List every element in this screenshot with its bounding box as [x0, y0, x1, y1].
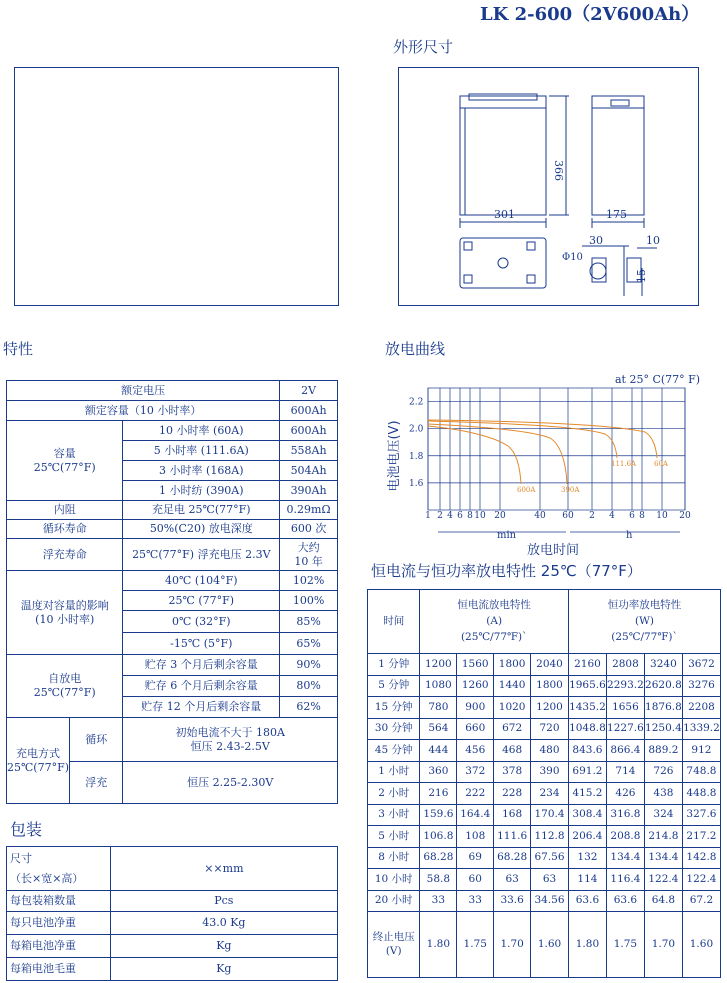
discharge-curve-heading: 放电曲线: [385, 340, 446, 358]
discharge-value: 1435.2: [568, 697, 606, 719]
package-size-value: ××mm: [110, 847, 337, 891]
discharge-value: 2160: [568, 654, 606, 676]
discharge-value: 308.4: [568, 804, 606, 826]
capacity-value: 390Ah: [280, 481, 338, 501]
end-voltage-value: 1.80: [568, 912, 606, 978]
box-gross-weight-label: 每箱电池毛重: [7, 958, 111, 981]
discharge-value: 415.2: [568, 783, 606, 805]
side-view: [592, 96, 644, 215]
x-tick-label: 2: [437, 511, 443, 521]
package-qty-value: Pcs: [110, 891, 337, 912]
discharge-value: 122.4: [682, 869, 720, 891]
resistance-condition: 充足电 25℃(77°F): [123, 501, 280, 520]
y-axis-label: 电池电压(V): [387, 420, 402, 492]
discharge-value: 1800: [531, 675, 569, 697]
temp-condition: 0℃ (32°F): [123, 611, 280, 633]
self-discharge-label: 自放电: [48, 672, 82, 686]
unit-weight-label: 每只电池净重: [7, 912, 111, 935]
temp-value: 100%: [280, 591, 338, 611]
discharge-value: 116.4: [606, 869, 644, 891]
y-tick-label: 2.2: [409, 397, 424, 408]
discharge-value: 108: [457, 826, 494, 848]
series-label-111a: 111.6A: [611, 460, 637, 468]
discharge-value: 3672: [682, 654, 720, 676]
discharge-value: 159.6: [420, 804, 457, 826]
discharge-value: 480: [531, 740, 569, 762]
discharge-value: 3240: [644, 654, 682, 676]
float-life-label: 浮充寿命: [7, 539, 123, 571]
dimension-drawing: [399, 68, 698, 305]
top-view: [460, 238, 546, 288]
discharge-value: 67.2: [682, 890, 720, 912]
discharge-value: 63: [531, 869, 569, 891]
cp-temp: (25℃/77℉)`: [611, 631, 678, 644]
discharge-value: 564: [420, 718, 457, 740]
package-qty-label: 每包装箱数量: [7, 891, 111, 912]
dimensions-heading: 外形尺寸: [393, 38, 454, 56]
self-discharge-temp: 25℃(77°F): [33, 686, 96, 699]
discharge-value: 2293.2: [606, 675, 644, 697]
discharge-value: 456: [457, 740, 494, 762]
discharge-value: 327.6: [682, 804, 720, 826]
discharge-value: 448.8: [682, 783, 720, 805]
discharge-value: 33.6: [494, 890, 531, 912]
box-net-weight-value: Kg: [110, 935, 337, 958]
discharge-value: 378: [494, 761, 531, 783]
discharge-value: 68.28: [420, 847, 457, 869]
x-tick-label: 6: [629, 511, 635, 521]
end-voltage-value: 1.75: [457, 912, 494, 978]
discharge-row: [368, 869, 721, 891]
box-net-weight-label: 每箱电池净重: [7, 935, 111, 958]
x-tick-label: 10: [656, 511, 668, 521]
discharge-row: [368, 804, 721, 826]
charge-cycle-value-cell: [123, 718, 338, 762]
packaging-heading: 包装: [10, 820, 43, 839]
discharge-value: 1227.6: [606, 718, 644, 740]
dimension-drawing-frame: [398, 67, 699, 306]
plot-area: [428, 388, 685, 510]
width-dim-label: 175: [606, 208, 627, 221]
discharge-row: [368, 654, 721, 676]
discharge-value: 720: [531, 718, 569, 740]
x-tick-label: 4: [609, 511, 615, 521]
discharge-row: [368, 826, 721, 848]
discharge-value: 691.2: [568, 761, 606, 783]
discharge-value: 1260: [457, 675, 494, 697]
discharge-value: 33: [420, 890, 457, 912]
charge-method-temp: 25℃(77°F): [7, 760, 70, 774]
discharge-time: 5 小时: [368, 826, 420, 848]
discharge-time: 2 小时: [368, 783, 420, 805]
discharge-value: 843.6: [568, 740, 606, 762]
cp-unit: (W): [634, 614, 654, 627]
self-discharge-condition: 贮存 6 个月后剩余容量: [123, 676, 280, 697]
discharge-value: 1965.6: [568, 675, 606, 697]
time-header: 时间: [368, 590, 420, 654]
x-tick-label: 2: [589, 511, 595, 521]
capacity-value: 558Ah: [280, 441, 338, 461]
temp-effect-label: 温度对容量的影响: [20, 598, 109, 612]
capacity-rate: 1 小时纺 (390A): [123, 481, 280, 501]
rated-capacity-label: 额定容量（10 小时率）: [7, 401, 280, 421]
capacity-value: 504Ah: [280, 461, 338, 481]
discharge-value: 69: [457, 847, 494, 869]
self-discharge-condition: 贮存 3 个月后剩余容量: [123, 655, 280, 676]
charge-method-label: 充电方式: [16, 746, 60, 760]
discharge-row: [368, 718, 721, 740]
terminal-15-label: 15: [635, 269, 648, 283]
x-unit-min: min: [497, 530, 517, 541]
discharge-row: [368, 761, 721, 783]
temp-condition: 25℃ (77°F): [123, 591, 280, 611]
length-dim-label: 301: [494, 208, 515, 221]
discharge-value: 2208: [682, 697, 720, 719]
discharge-value: 324: [644, 804, 682, 826]
discharge-value: 3276: [682, 675, 720, 697]
end-voltage-label: 终止电压: [372, 931, 415, 944]
rated-voltage-label: 额定电压: [7, 381, 280, 401]
y-tick-label: 2.0: [409, 424, 424, 435]
series-label-390a: 390A: [561, 486, 580, 494]
end-voltage-value: 1.80: [420, 912, 457, 978]
capacity-rate: 3 小时率 (168A): [123, 461, 280, 481]
discharge-value: 228: [494, 783, 531, 805]
discharge-time: 5 分钟: [368, 675, 420, 697]
x-axis-label: 放电时间: [526, 543, 580, 558]
discharge-value: 780: [420, 697, 457, 719]
discharge-value: 866.4: [606, 740, 644, 762]
discharge-row: [368, 847, 721, 869]
terminal-30-label: 30: [589, 234, 603, 247]
discharge-curve-chart: [380, 366, 725, 560]
discharge-value: 170.4: [531, 804, 569, 826]
characteristics-heading: 特性: [3, 340, 34, 358]
x-tick-label: 40: [534, 511, 546, 521]
temp-value: 85%: [280, 611, 338, 633]
cc-temp: (25℃/77℉)`: [460, 631, 528, 644]
discharge-value: 672: [494, 718, 531, 740]
discharge-table-heading: 恒电流与恒功率放电特性 25℃（77°F）: [371, 562, 642, 580]
discharge-value: 134.4: [606, 847, 644, 869]
product-photo-frame: [14, 67, 339, 306]
discharge-value: 214.8: [644, 826, 682, 848]
cycle-life-value: 600 次: [280, 520, 338, 539]
discharge-row: [368, 740, 721, 762]
discharge-value: 2808: [606, 654, 644, 676]
discharge-value: 60: [457, 869, 494, 891]
discharge-value: 34.56: [531, 890, 569, 912]
cc-unit: (A): [486, 614, 503, 627]
rated-voltage-value: 2V: [280, 381, 338, 401]
discharge-time: 8 小时: [368, 847, 420, 869]
x-tick-label: 8: [639, 511, 645, 521]
end-voltage-value: 1.70: [644, 912, 682, 978]
discharge-value: 68.28: [494, 847, 531, 869]
charge-cycle-voltage: 恒压 2.43-2.5V: [190, 739, 270, 753]
discharge-row: [368, 697, 721, 719]
package-size-sub: （长×宽×高）: [10, 871, 84, 885]
package-size-label: 尺寸: [10, 851, 32, 865]
discharge-time: 3 小时: [368, 804, 420, 826]
x-tick-label: 8: [467, 511, 473, 521]
self-discharge-value: 62%: [280, 697, 338, 718]
discharge-time: 20 小时: [368, 890, 420, 912]
chart-annotation: at 25° C(77° F): [615, 373, 701, 386]
charge-float-voltage: 恒压 2.25-2.30V: [123, 762, 338, 804]
discharge-value: 208.8: [606, 826, 644, 848]
discharge-table: [367, 589, 721, 978]
x-unit-h: h: [626, 530, 633, 541]
discharge-value: 106.8: [420, 826, 457, 848]
discharge-value: 216: [420, 783, 457, 805]
cycle-life-label: 循环寿命: [7, 520, 123, 539]
end-voltage-value: 1.70: [494, 912, 531, 978]
discharge-value: 67.56: [531, 847, 569, 869]
y-tick-label: 1.8: [409, 451, 424, 462]
curve-600a: [428, 426, 521, 484]
discharge-time: 15 分钟: [368, 697, 420, 719]
x-tick-label: 20: [494, 511, 506, 521]
discharge-value: 468: [494, 740, 531, 762]
package-size-label-cell: [7, 847, 111, 891]
discharge-value: 63.6: [606, 890, 644, 912]
discharge-value: 1048.8: [568, 718, 606, 740]
discharge-time: 10 小时: [368, 869, 420, 891]
self-discharge-value: 90%: [280, 655, 338, 676]
charge-cycle-label: 循环: [70, 718, 123, 762]
discharge-value: 234: [531, 783, 569, 805]
temp-value: 65%: [280, 633, 338, 655]
end-voltage-value: 1.75: [606, 912, 644, 978]
temp-effect-rate: (10 小时率): [35, 612, 95, 626]
capacity-label-cell: [7, 421, 123, 501]
discharge-value: 168: [494, 804, 531, 826]
series-label-60a: 60A: [654, 460, 668, 468]
curve-111a: [428, 421, 617, 458]
discharge-value: 912: [682, 740, 720, 762]
discharge-value: 1080: [420, 675, 457, 697]
x-tick-label: 10: [474, 511, 486, 521]
discharge-value: 900: [457, 697, 494, 719]
discharge-value: 1250.4: [644, 718, 682, 740]
capacity-rate: 10 小时率 (60A): [123, 421, 280, 441]
discharge-value: 1200: [531, 697, 569, 719]
terminal-10-label: 10: [646, 234, 660, 247]
discharge-value: 889.2: [644, 740, 682, 762]
discharge-row: [368, 890, 721, 912]
discharge-value: 748.8: [682, 761, 720, 783]
charge-float-label: 浮充: [70, 762, 123, 804]
capacity-label: 容量: [53, 446, 76, 460]
capacity-rate: 5 小时率 (111.6A): [123, 441, 280, 461]
x-tick-label: 4: [447, 511, 453, 521]
capacity-value: 600Ah: [280, 421, 338, 441]
curve-390a: [428, 424, 567, 484]
discharge-value: 63.6: [568, 890, 606, 912]
discharge-time: 1 分钟: [368, 654, 420, 676]
discharge-value: 122.4: [644, 869, 682, 891]
x-tick-label: 60: [562, 511, 574, 521]
discharge-value: 1800: [494, 654, 531, 676]
box-gross-weight-value: Kg: [110, 958, 337, 981]
temp-effect-cell: [7, 571, 123, 655]
discharge-time: 1 小时: [368, 761, 420, 783]
self-discharge-value: 80%: [280, 676, 338, 697]
discharge-value: 58.8: [420, 869, 457, 891]
end-voltage-unit: (V): [385, 944, 402, 957]
series-label-600a: 600A: [517, 486, 536, 494]
float-life-value-cell: [280, 539, 338, 571]
discharge-value: 164.4: [457, 804, 494, 826]
discharge-value: 660: [457, 718, 494, 740]
discharge-time: 45 分钟: [368, 740, 420, 762]
discharge-value: 132: [568, 847, 606, 869]
discharge-value: 222: [457, 783, 494, 805]
discharge-value: 1560: [457, 654, 494, 676]
spec-table: [6, 380, 338, 804]
height-dim-label: 366: [552, 160, 565, 181]
discharge-value: 360: [420, 761, 457, 783]
rated-capacity-value: 600Ah: [280, 401, 338, 421]
discharge-value: 1440: [494, 675, 531, 697]
discharge-value: 114: [568, 869, 606, 891]
model-title: LK 2-600（2V600Ah）: [480, 4, 700, 25]
float-life-condition: 25℃(77°F) 浮充电压 2.3V: [123, 539, 280, 571]
cycle-life-condition: 50%(C20) 放电深度: [123, 520, 280, 539]
self-discharge-cell: [7, 655, 123, 718]
resistance-value: 0.29mΩ: [280, 501, 338, 520]
x-tick-label: 1: [425, 511, 431, 521]
discharge-value: 134.4: [644, 847, 682, 869]
discharge-value: 438: [644, 783, 682, 805]
discharge-row: [368, 783, 721, 805]
unit-weight-value: 43.0 Kg: [110, 912, 337, 935]
discharge-value: 112.8: [531, 826, 569, 848]
y-tick-label: 1.6: [409, 478, 424, 489]
discharge-value: 444: [420, 740, 457, 762]
discharge-value: 142.8: [682, 847, 720, 869]
discharge-value: 1339.2: [682, 718, 720, 740]
discharge-value: 426: [606, 783, 644, 805]
self-discharge-condition: 贮存 12 个月后剩余容量: [123, 697, 280, 718]
discharge-row: [368, 675, 721, 697]
discharge-value: 33: [457, 890, 494, 912]
discharge-value: 1876.8: [644, 697, 682, 719]
discharge-value: 1020: [494, 697, 531, 719]
discharge-value: 1656: [606, 697, 644, 719]
discharge-value: 390: [531, 761, 569, 783]
float-life-value: 大约: [297, 540, 320, 554]
cp-header: 恒功率放电特性: [607, 598, 682, 611]
cc-header-cell: [420, 590, 569, 654]
discharge-value: 2040: [531, 654, 569, 676]
discharge-value: 206.4: [568, 826, 606, 848]
packaging-table: [6, 846, 338, 981]
end-voltage-cell: [368, 912, 420, 978]
discharge-value: 714: [606, 761, 644, 783]
end-voltage-value: 1.60: [682, 912, 720, 978]
end-voltage-value: 1.60: [531, 912, 569, 978]
cp-header-cell: [568, 590, 720, 654]
discharge-value: 2620.8: [644, 675, 682, 697]
front-view: [460, 96, 546, 215]
resistance-label: 内阻: [7, 501, 123, 520]
discharge-value: 726: [644, 761, 682, 783]
discharge-value: 217.2: [682, 826, 720, 848]
charge-cycle-current: 初始电流不大于 180A: [175, 725, 285, 739]
discharge-value: 1200: [420, 654, 457, 676]
discharge-value: 63: [494, 869, 531, 891]
x-tick-label: 6: [457, 511, 463, 521]
charge-method-cell: [7, 718, 70, 804]
discharge-value: 372: [457, 761, 494, 783]
float-life-years: 10 年: [294, 554, 323, 568]
cc-header: 恒电流放电特性: [457, 598, 531, 611]
x-tick-label: 20: [679, 511, 691, 521]
discharge-value: 111.6: [494, 826, 531, 848]
discharge-value: 316.8: [606, 804, 644, 826]
capacity-temp: 25℃(77°F): [33, 460, 96, 474]
discharge-time: 30 分钟: [368, 718, 420, 740]
temp-condition: 40℃ (104°F): [123, 571, 280, 591]
temp-condition: -15℃ (5°F): [123, 633, 280, 655]
terminal-diameter-label: Φ10: [562, 252, 583, 263]
temp-value: 102%: [280, 571, 338, 591]
discharge-value: 64.8: [644, 890, 682, 912]
